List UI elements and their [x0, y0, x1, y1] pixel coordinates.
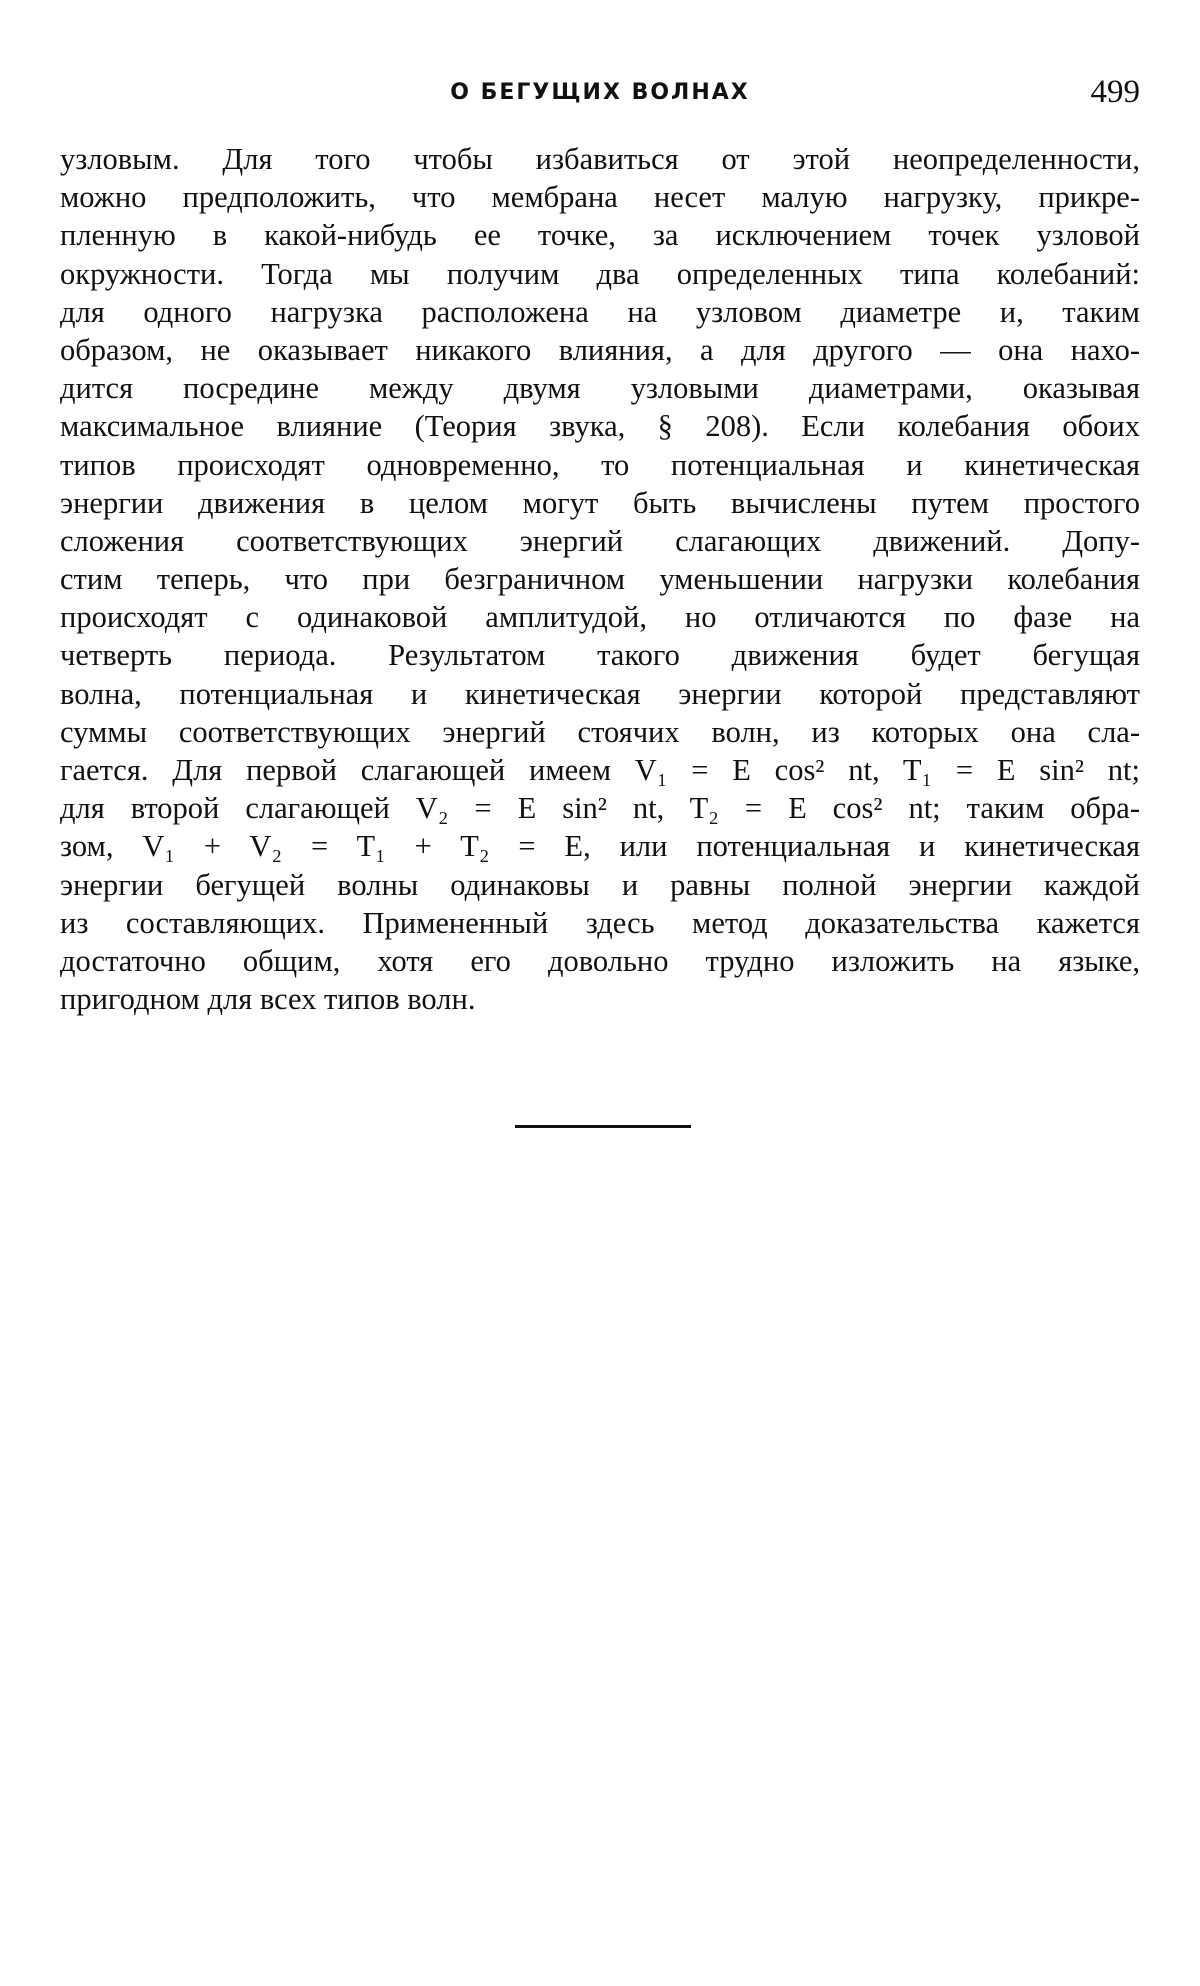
text-line: энергии движения в целом могут быть вычислены путем простого [60, 485, 1140, 520]
text-line: для второй слагающей V₂ = E sin² nt, T₂ = E cos² nt; таким обра- [60, 791, 1140, 826]
text-line: стим теперь, что при безграничном уменьшении нагрузки колебания [60, 562, 1140, 597]
text-line: пригодном для всех типов волн. [60, 982, 476, 1017]
text-line: узловым. Для того чтобы избавиться от этой неопределенности, [60, 142, 1140, 176]
running-title: О БЕГУЩИХ ВОЛНАХ [450, 80, 750, 105]
running-head [60, 74, 1140, 114]
text-line: происходят с одинаковой амплитудой, но отличаются по фазе на [60, 600, 1140, 635]
text-line: типов происходят одновременно, то потенциальная и кинетическая [60, 447, 1140, 482]
text-line: гается. Для первой слагающей имеем V₁ = E cos² nt, T₁ = E sin² nt; [60, 753, 1140, 787]
text-line: суммы соответствующих энергий стоячих волн, из которых она сла- [60, 714, 1140, 749]
text-line: для одного нагрузка расположена на узловом диаметре и, таким [60, 294, 1140, 329]
text-line: образом, не оказывает никакого влияния, а для другого — она нахо- [60, 332, 1140, 367]
text-line: максимальное влияние (Теория звука, § 208). Если колебания обоих [60, 409, 1140, 444]
text-line: из составляющих. Примененный здесь метод доказательства кажется [60, 905, 1140, 940]
text-line: дится посредине между двумя узловыми диаметрами, оказывая [60, 371, 1140, 406]
text-line: энергии бегущей волны одинаковы и равны полной энергии каждой [60, 867, 1140, 902]
body-text [60, 140, 1140, 1018]
text-line: пленную в какой-нибудь ее точке, за исключением точек узловой [60, 218, 1140, 253]
text-line: можно предположить, что мембрана несет малую нагрузку, прикре- [60, 180, 1140, 215]
text-line: окружности. Тогда мы получим два определенных типа колебаний: [60, 256, 1140, 291]
text-line: достаточно общим, хотя его довольно трудно изложить на языке, [60, 943, 1140, 978]
page-number: 499 [1090, 74, 1140, 110]
section-end-rule [515, 1125, 691, 1128]
text-line: сложения соответствующих энергий слагающих движений. Допу- [60, 523, 1140, 558]
text-line: четверть периода. Результатом такого движения будет бегущая [60, 638, 1140, 673]
text-line: зом, V₁ + V₂ = T₁ + T₂ = E, или потенциальная и кинетическая [60, 829, 1140, 864]
text-line: волна, потенциальная и кинетическая энергии которой представляют [60, 676, 1140, 711]
